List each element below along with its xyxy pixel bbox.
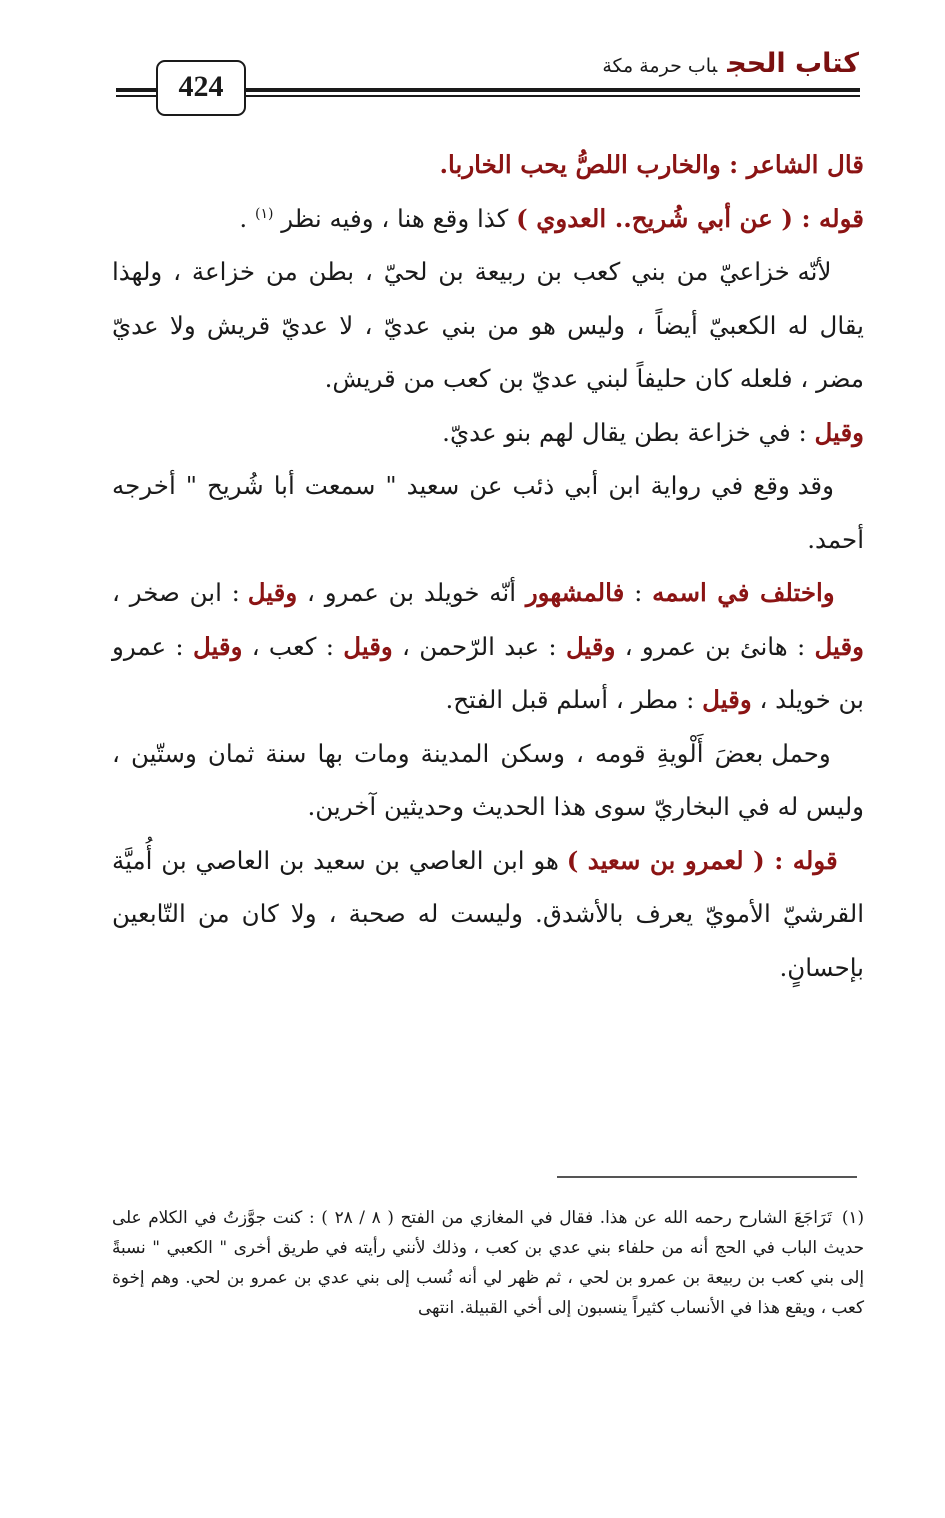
paragraph-text: كذا وقع هنا ، وفيه نظر: [273, 203, 517, 233]
paragraph: [112, 406, 864, 460]
paragraph-text: أنّه خويلد بن عمرو ،: [297, 578, 526, 607]
page-number: 424: [156, 60, 246, 116]
qila-label: وقيل: [247, 578, 298, 607]
running-title: [602, 48, 859, 79]
paragraph-text: لأنّه خزاعيّ من بني كعب بن ربيعة بن لحيّ ، بطن من خزاعة ، ولهذا يقال له الكعبيّ أيضاً ، وليس هو من بني عديّ ، لا عديّ قريش ولا عديّ مضر ، فلعله كان حليفاً لبني عديّ بن كعب من قريش.: [112, 257, 864, 393]
main-text: [112, 138, 864, 994]
footnote-number: (١): [841, 1207, 864, 1227]
qila-label: وقيل: [702, 685, 752, 714]
paragraph-text: : هانئ بن عمرو ،: [615, 631, 815, 661]
qila-label: وقيل: [814, 417, 864, 447]
paragraph-text: : ابن صخر ،: [112, 578, 248, 607]
qila-label: وقيل: [565, 631, 616, 661]
paragraph-text: : عبد الرّحمن ،: [392, 631, 566, 661]
footnote-reference[interactable]: (١): [254, 205, 274, 222]
paragraph-text: .: [239, 203, 255, 233]
footnote: [112, 1202, 864, 1322]
paragraph-text: :: [624, 578, 653, 607]
mashhur-label: فالمشهور: [525, 578, 625, 607]
footnote-separator: [557, 1176, 857, 1178]
quoted-heading: قوله : ( لعمرو بن سعيد ): [566, 845, 838, 875]
book-title: كتاب الحج: [727, 48, 859, 79]
paragraph-text: هو ابن العاصي بن سعيد بن العاصي بن أُميَّة القرشيّ الأمويّ يعرف بالأشدق. وليست له صحبة ، ولا كان من التّابعين بإحسانٍ.: [112, 845, 864, 982]
paragraph-text: : في خزاعة بطن يقال لهم بنو عديّ.: [442, 417, 815, 447]
paragraph: [112, 138, 864, 192]
paragraph-text: : عمرو بن خويلد ،: [112, 631, 864, 714]
paragraph: [112, 192, 864, 246]
paragraph: [112, 834, 864, 995]
paragraph: [112, 566, 864, 727]
paragraph-text: وحمل بعضَ أَلْويةِ قومه ، وسكن المدينة ومات بها سنة ثمان وستّين ، وليس له في البخاريّ سوى هذا الحديث وحديثين آخرين.: [112, 738, 864, 821]
page-header: [0, 0, 945, 130]
paragraph-text: : كعب ،: [242, 631, 344, 661]
paragraph: [112, 727, 864, 834]
chapter-title: باب حرمة مكة: [602, 55, 718, 77]
footnote-text: تَرَاجَعَ الشارح رحمه الله عن هذا. فقال في المغازي من الفتح ( ٨ / ٢٨ ) : كنت جوَّزتُ في الكلام على حديث الباب في الحج أنه من حلفاء بني عدي بن كعب ، وذلك لأنني رأيته في طريق أخرى " الكعبي " نسبةً إلى بني كعب بن ربيعة بن عمرو بن لحي ، ثم ظهر لي أنه نُسب إلى بني عدي بن عمرو بن لحي. وهم إخوة كعب ، ويقع هذا في الأنساب كثيراً ينسبون إلى أخي القبيلة. انتهى: [112, 1207, 864, 1317]
quoted-heading: قوله : ( عن أبي شُريح.. العدوي ): [516, 203, 864, 233]
qila-label: وقيل: [343, 631, 393, 661]
footnote-paragraph: [112, 1202, 864, 1322]
paragraph: [112, 459, 864, 566]
paragraph: [112, 245, 864, 406]
paragraph-text: : مطر ، أسلم قبل الفتح.: [445, 685, 703, 714]
name-dispute-label: واختلف في اسمه: [652, 578, 835, 607]
qila-label: وقيل: [192, 631, 243, 661]
qila-label: وقيل: [814, 631, 864, 661]
poet-quote: قال الشاعر : والخارب اللصُّ يحب الخاربا.: [439, 150, 864, 179]
paragraph-text: وقد وقع في رواية ابن أبي ذئب عن سعيد " سمعت أبا شُريح " أخرجه أحمد.: [112, 471, 864, 554]
